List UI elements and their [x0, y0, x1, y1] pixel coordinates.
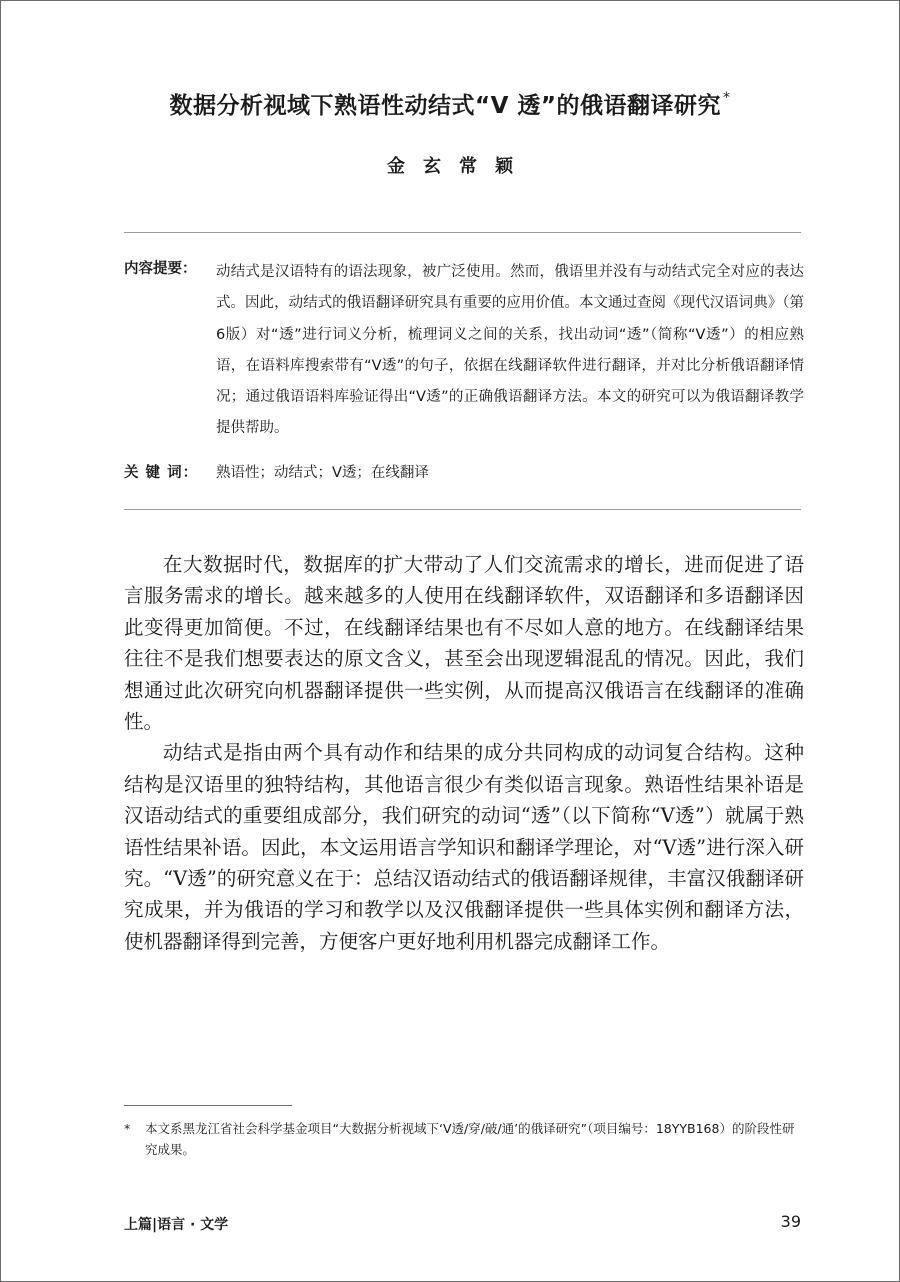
top-divider: [124, 232, 801, 233]
footnote-marker: *: [124, 1121, 131, 1136]
article-authors: 金玄常颖: [387, 156, 531, 177]
body-paragraph: 在大数据时代，数据库的扩大带动了人们交流需求的增长，进而促进了语言服务需求的增长。越来越多的人使用在线翻译软件，双语翻译和多语翻译因此变得更加简便。不过，在线翻译结果也有不尽如人意的地方。在线翻译结果往往不是我们想要表达的原文含义，甚至会出现逻辑混乱的情况。因此，我们想通过此次研究向机器翻译提供一些实例，从而提高汉俄语言在线翻译的准确性。: [124, 553, 804, 734]
abstract-text: 动结式是汉语特有的语法现象，被广泛使用。然而，俄语里并没有与动结式完全对应的表达式。因此，动结式的俄语翻译研究具有重要的应用价值。本文通过查阅《现代汉语词典》（第6版）对“透”进行词义分析，梳理词义之间的关系，找出动词“透”（简称“V透”）的相应熟语，在语料库搜索带有“V透”的句子，依据在线翻译软件进行翻译，并对比分析俄语翻译情况；通过俄语语料库验证得出“V透”的正确俄语翻译方法。本文的研究可以为俄语翻译教学提供帮助。: [216, 264, 804, 437]
abstract-bottom-divider: [124, 509, 801, 510]
page-number: 39: [780, 1212, 801, 1231]
footnote-divider: [124, 1105, 292, 1106]
keywords-label: 关 键 词：: [124, 465, 199, 481]
body-text: [124, 549, 804, 957]
article-title: [1, 87, 899, 120]
footnote-text: 本文系黑龙江省社会科学基金项目“大数据分析视域下‘V透/穿/破/通’的俄译研究”（项目编号：18YYB168）的阶段性研究成果。: [145, 1121, 795, 1157]
running-footer-section: 上篇|语言 · 文学: [124, 1217, 229, 1233]
abstract-label: 内容提要：: [124, 261, 197, 277]
body-paragraph: 动结式是指由两个具有动作和结果的成分共同构成的动词复合结构。这种结构是汉语里的独特结构，其他语言很少有类似语言现象。熟语性结果补语是汉语动结式的重要组成部分，我们研究的动词“透”（以下简称“V透”）就属于熟语性结果补语。因此，本文运用语言学知识和翻译学理论，对“V透”进行深入研究。“V透”的研究意义在于：总结汉语动结式的俄语翻译规律，丰富汉俄翻译研究成果，并为俄语的学习和教学以及汉俄翻译提供一些具体实例和翻译方法，使机器翻译得到完善，方便客户更好地利用机器完成翻译工作。: [124, 741, 804, 953]
article-title-text: 数据分析视域下熟语性动结式“V 透”的俄语翻译研究: [169, 93, 722, 119]
keywords-text: 熟语性；动结式；V透；在线翻译: [216, 465, 429, 481]
title-footnote-marker[interactable]: *: [723, 90, 731, 106]
